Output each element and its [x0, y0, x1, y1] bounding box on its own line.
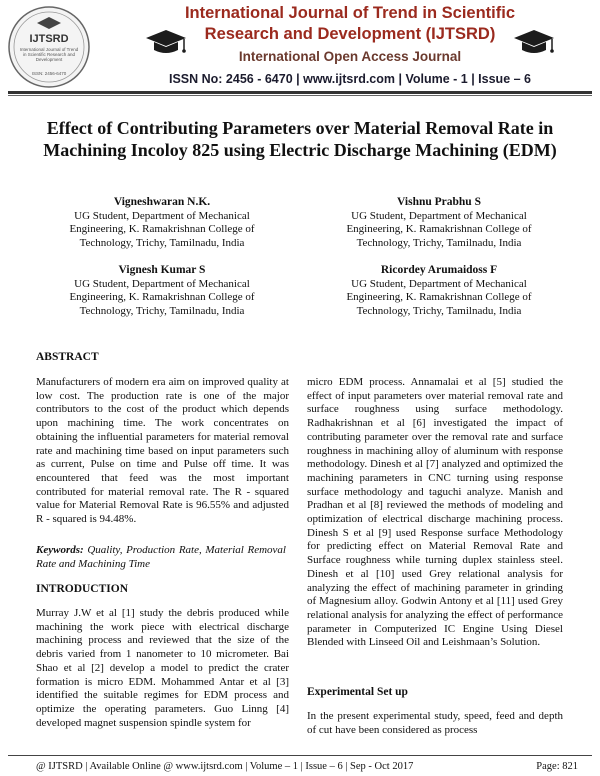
author-block	[314, 196, 564, 250]
logo-name: IJTSRD	[29, 33, 69, 45]
author-affiliation-1: UG Student, Department of Mechanical	[74, 277, 250, 290]
logo-caption: International Journal of Trend in Scientific Research and Development	[19, 47, 79, 63]
logo-issn: ISSN: 2456-6470	[31, 71, 67, 76]
footer-text: @ IJTSRD | Available Online @ www.ijtsrd.com | Volume – 1 | Issue – 6 | Sep - Oct 2017	[36, 761, 414, 772]
author-affiliation-1: UG Student, Department of Mechanical	[351, 209, 527, 222]
abstract-heading: ABSTRACT	[36, 351, 99, 363]
issn-line: ISSN No: 2456 - 6470 | www.ijtsrd.com | Volume - 1 | Issue – 6	[168, 72, 531, 86]
author-affiliation-2: Engineering, K. Ramakrishnan College of	[69, 223, 255, 235]
keywords	[36, 544, 286, 571]
keywords-label: Keywords:	[36, 544, 84, 556]
header-divider	[8, 91, 592, 94]
journal-title-line1: International Journal of Trend in Scientific	[184, 4, 516, 22]
literature-review-text: micro EDM process. Annamalai et al [5] studied the effect of input parameters over material removal rate and surface roughness using surface methodology. Radhakrishnan et al [6] investigated the impact of contributing parameter over the removal rate and surface roughness in machining alloy of aluminum with response methodology. Dinesh et al [7] analyzed and optimized the machining parameters in CNC turning using response surface methodology and taguchi analyze. Manish and Pradhan et al [8] reviewed the methods of modeling and optimization of electrical discharge machining process. Dinesh S et al [9] used Response surface Methodology for predicting effect on Material Removal Rate and Surface roughness while turning duplex stainless steel. Dinesh et al [10] used Grey relational analysis for analyzing the effect of machining parameter in grinding of Magnesium alloy. Godwin Antony et al [11] used Grey relational analysis for analyzing the effect of performance parameter in Computerized IC Engine Using Diesel Blended with Linseed Oil and Leishmaan’s Solution.	[307, 376, 563, 649]
introduction-heading: INTRODUCTION	[36, 583, 129, 595]
header-divider-thin	[8, 95, 592, 96]
abstract-text: Manufacturers of modern era aim on improved quality at low cost. The production rate is one of the major contributors to the cost of the product which depends upon machining time. The work concentrates on obtaining the influential parameters for material removal rate and machining time based on input parameters such as current, Pulse on time and Pulse off time. It was encountered that feed was the most important contributed for material removal rate. The R - squared value for Material Removal Rate is 96.55% and adjusted R - squared is 94.48%.	[36, 376, 289, 526]
author-affiliation-3: Technology, Trichy, Tamilnadu, India	[79, 236, 245, 249]
author-block	[37, 264, 287, 318]
author-affiliation-3: Technology, Trichy, Tamilnadu, India	[356, 236, 522, 249]
author-affiliation-2: Engineering, K. Ramakrishnan College of	[346, 291, 532, 303]
author-name: Vishnu Prabhu S	[397, 196, 481, 208]
author-affiliation-1: UG Student, Department of Mechanical	[74, 209, 250, 222]
introduction-text: Murray J.W et al [1] study the debris produced while machining the work piece with electrical discharge machining process and reviewed that the size of the debris varied from 1 nanometer to 10 micrometer. Bai Shao et al [2] develop a model to predict the crater formation is micro EDM. Mohammed Antar et al [3] identified the suitable regimes for EDM process and optimize the operating parameters. Guo Linng [4] developed magnet suspension spindle system for	[36, 607, 289, 729]
paper-title-line2: Machining Incoloy 825 using Electric Discharge Machining (EDM)	[43, 140, 557, 160]
journal-title-line2: Research and Development (IJTSRD)	[204, 25, 496, 43]
author-affiliation-1: UG Student, Department of Mechanical	[351, 277, 527, 290]
author-affiliation-3: Technology, Trichy, Tamilnadu, India	[79, 304, 245, 317]
paper-title-line1: Effect of Contributing Parameters over Material Removal Rate in	[46, 118, 554, 138]
author-name: Ricordey Arumaidoss F	[380, 264, 498, 276]
author-block	[37, 196, 287, 250]
journal-subtitle: International Open Access Journal	[238, 49, 462, 64]
author-affiliation-2: Engineering, K. Ramakrishnan College of	[346, 223, 532, 235]
keywords-text: Quality, Production Rate, Material Removal Rate and Machining Time	[36, 544, 286, 570]
author-name: Vigneshwaran N.K.	[113, 196, 211, 208]
author-name: Vignesh Kumar S	[118, 264, 206, 276]
paper-title	[20, 117, 580, 161]
author-block	[314, 264, 564, 318]
experimental-setup-text: In the present experimental study, speed, feed and depth of cut have been considered as process	[307, 710, 563, 736]
page-number: Page: 821	[536, 761, 578, 772]
author-affiliation-3: Technology, Trichy, Tamilnadu, India	[356, 304, 522, 317]
footer-divider	[8, 755, 592, 756]
journal-title	[170, 3, 530, 45]
experimental-setup-heading: Experimental Set up	[307, 686, 408, 698]
author-affiliation-2: Engineering, K. Ramakrishnan College of	[69, 291, 255, 303]
